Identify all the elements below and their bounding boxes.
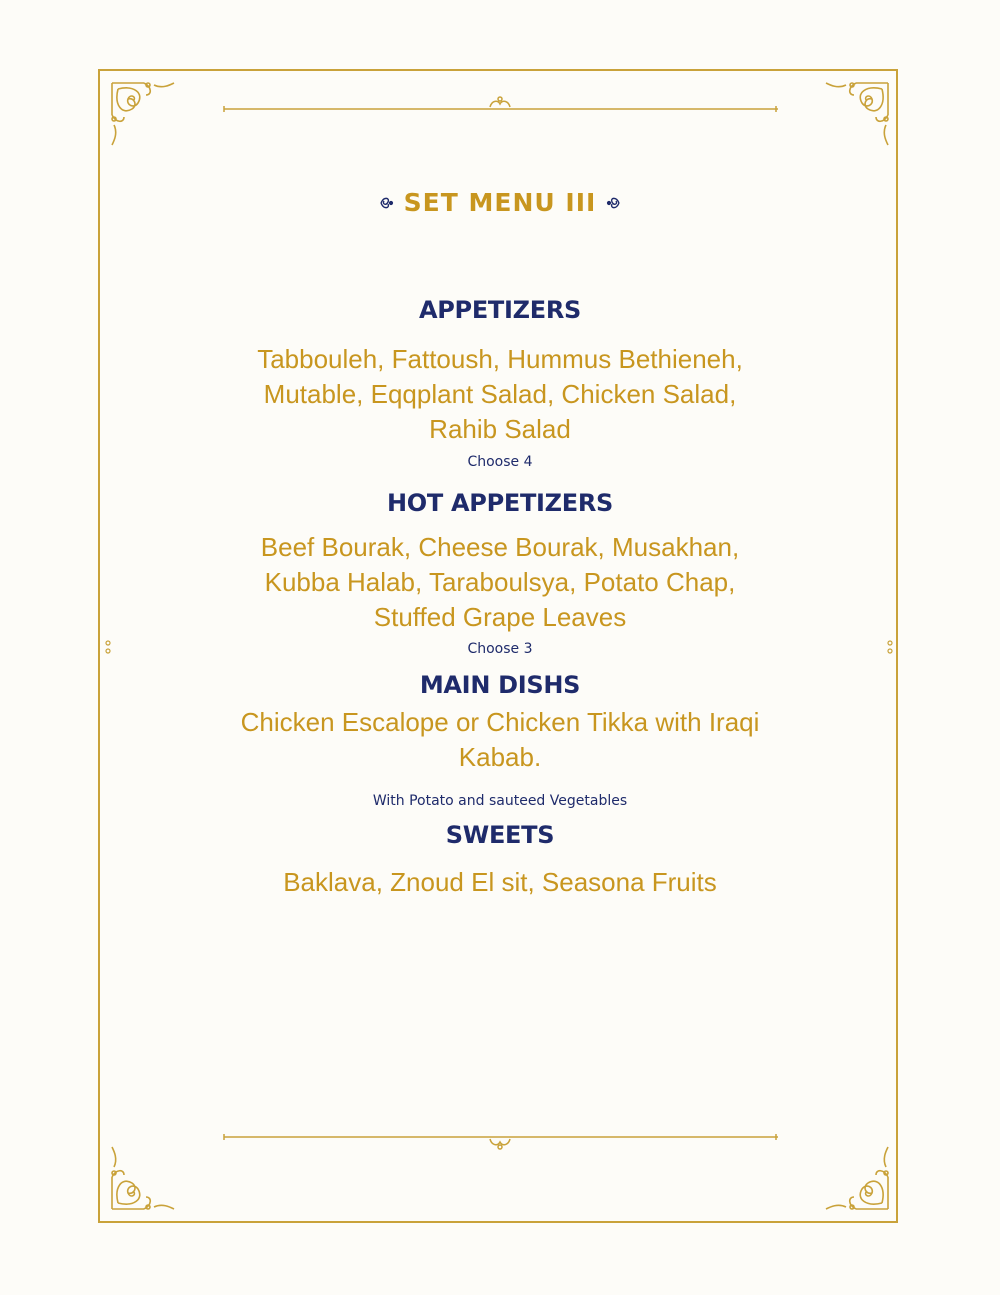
section-heading: HOT APPETIZERS: [386, 489, 614, 517]
section-note: With Potato and sauteed Vegetables: [372, 793, 628, 809]
flourish-right-icon: [606, 192, 622, 214]
menu-items-line: Tabbouleh, Fattoush, Hummus Bethieneh,: [257, 344, 743, 374]
menu-items-line: Rahib Salad: [429, 414, 571, 444]
menu-title: SET MENU III: [403, 188, 597, 217]
section-note: Choose 4: [467, 454, 533, 470]
corner-ornament-icon: [806, 75, 896, 165]
section-note: Choose 3: [467, 641, 533, 657]
menu-content: [200, 290, 800, 900]
menu-items-line: Mutable, Eqqplant Salad, Chicken Salad,: [263, 379, 737, 409]
side-ornament-icon: [886, 640, 894, 654]
top-divider-ornament-icon: [222, 94, 778, 114]
section-heading: MAIN DISHS: [419, 671, 581, 699]
corner-ornament-icon: [806, 1127, 896, 1217]
menu-items-line: Chicken Escalope or Chicken Tikka with Iraqi: [240, 707, 760, 737]
flourish-left-icon: [378, 192, 394, 214]
corner-ornament-icon: [104, 1127, 194, 1217]
menu-items-line: Stuffed Grape Leaves: [373, 602, 627, 632]
bottom-divider-ornament-icon: [222, 1132, 778, 1152]
menu-items-line: Baklava, Znoud El sit, Seasona Fruits: [283, 867, 717, 897]
menu-items-line: Kubba Halab, Taraboulsya, Potato Chap,: [264, 567, 736, 597]
menu-items-line: Kabab.: [458, 742, 542, 772]
corner-ornament-icon: [104, 75, 194, 165]
menu-title-row: [0, 188, 1000, 217]
section-heading: SWEETS: [445, 821, 555, 849]
menu-items-line: Beef Bourak, Cheese Bourak, Musakhan,: [260, 532, 740, 562]
side-ornament-icon: [104, 640, 112, 654]
section-heading: APPETIZERS: [418, 296, 581, 324]
